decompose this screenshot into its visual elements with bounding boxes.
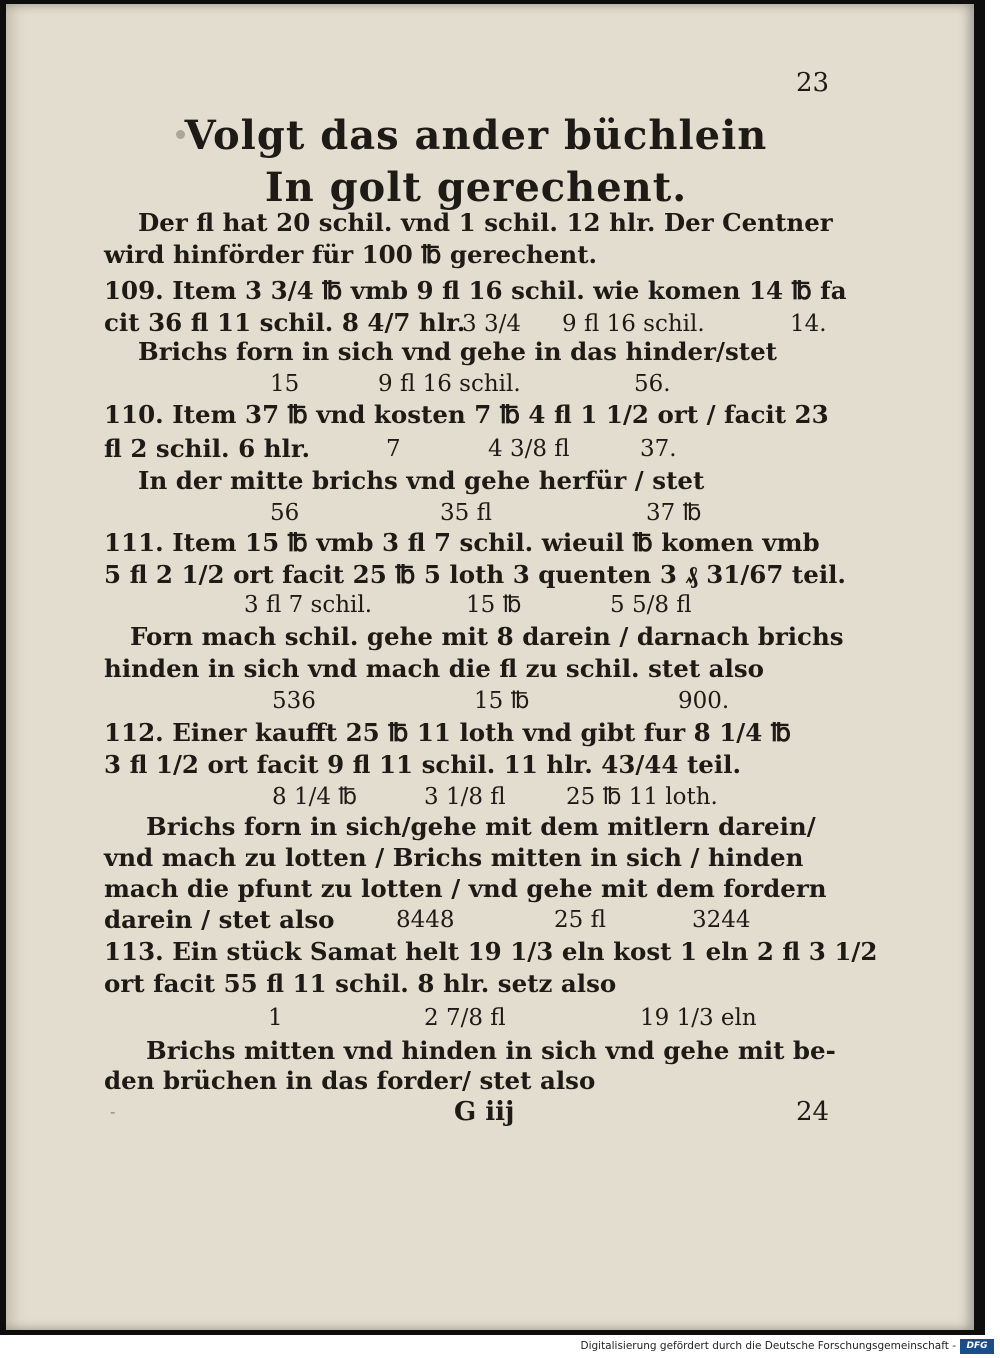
signature-mark: G iij [454,1097,515,1127]
title-line-1: Volgt das ander büchlein [184,112,768,159]
figure-value: 15 ℔ [474,688,530,714]
text-line: cit 36 fl 11 schil. 8 4/7 hlr. [104,308,466,337]
text-line: 5 fl 2 1/2 ort facit 25 ℔ 5 loth 3 quenten 3 ₰ 31/67 teil. [104,560,846,589]
text-line: Brichs forn in sich/gehe mit dem mitlern darein/ [146,812,816,841]
figure-value: 37. [640,436,677,462]
text-line: fl 2 schil. 6 hlr. [104,434,311,463]
figure-value: 3 3/4 [462,311,521,337]
text-line: 111. Item 15 ℔ vmb 3 fl 7 schil. wieuil ℔ komen vmb [104,528,820,557]
figure-value: 8 1/4 ℔ [272,784,358,810]
text-line: wird hinförder für 100 ℔ gerechent. [104,240,598,269]
text-line: den brüchen in das forder/ stet also [104,1066,596,1095]
text-line: Forn mach schil. gehe mit 8 darein / darnach brichs [130,622,844,651]
figure-value: 19 1/3 eln [640,1005,757,1031]
page-number: 23 [796,68,830,98]
text-line: 109. Item 3 3/4 ℔ vmb 9 fl 16 schil. wie komen 14 ℔ fa [104,276,847,305]
text-line: 3 fl 1/2 ort facit 9 fl 11 schil. 11 hlr. 43/44 teil. [104,750,741,779]
funding-credit: Digitalisierung gefördert durch die Deutsche Forschungsgemeinschaft - [580,1340,956,1352]
text-line: 112. Einer kaufft 25 ℔ 11 loth vnd gibt fur 8 1/4 ℔ [104,718,791,747]
figure-value: 35 fl [440,500,492,526]
figure-value: 536 [272,688,316,714]
figure-value: 9 fl 16 schil. [378,371,521,397]
text-line: 110. Item 37 ℔ vnd kosten 7 ℔ 4 fl 1 1/2 ort / facit 23 [104,400,829,429]
figure-value: 25 ℔ 11 loth. [566,784,718,810]
figure-value: 5 5/8 fl [610,592,692,618]
figure-value: 9 fl 16 schil. [562,311,705,337]
digitization-footer [0,1337,1000,1358]
text-line: Brichs mitten vnd hinden in sich vnd gehe mit be- [146,1036,836,1065]
title-line-2: In golt gerechent. [264,164,688,211]
figure-value: 56. [634,371,671,397]
figure-value: 25 fl [554,907,606,933]
figure-value: 56 [270,500,300,526]
margin-mark: - [110,1102,116,1121]
book-page [6,4,974,1330]
text-line: vnd mach zu lotten / Brichs mitten in sich / hinden [104,843,804,872]
figure-value: 3244 [692,907,751,933]
figure-value: 15 [270,371,300,397]
text-line: Brichs forn in sich vnd gehe in das hinder/stet [138,337,777,366]
text-line: ort facit 55 fl 11 schil. 8 hlr. setz also [104,969,617,998]
text-line: 113. Ein stück Samat helt 19 1/3 eln kost 1 eln 2 fl 3 1/2 [104,937,878,966]
figure-value: 7 [386,436,401,462]
figure-value: 2 7/8 fl [424,1005,506,1031]
figure-value: 8448 [396,907,455,933]
figure-value: 1 [268,1005,283,1031]
figure-value: 3 fl 7 schil. [244,592,373,618]
text-line: mach die pfunt zu lotten / vnd gehe mit dem fordern [104,874,827,903]
figure-value: 14. [790,311,827,337]
text-line: darein / stet also [104,905,335,934]
figure-value: 3 1/8 fl [424,784,506,810]
text-line: In der mitte brichs vnd gehe herfür / stet [138,466,705,495]
figure-value: 900. [678,688,730,714]
figure-value: 4 3/8 fl [488,436,570,462]
dfg-logo: DFG [960,1339,994,1354]
figure-value: 37 ℔ [646,500,702,526]
catchword: 24 [796,1097,830,1127]
text-line: hinden in sich vnd mach die fl zu schil. stet also [104,654,764,683]
figure-value: 15 ℔ [466,592,522,618]
text-line: Der fl hat 20 schil. vnd 1 schil. 12 hlr. Der Centner [138,208,833,237]
